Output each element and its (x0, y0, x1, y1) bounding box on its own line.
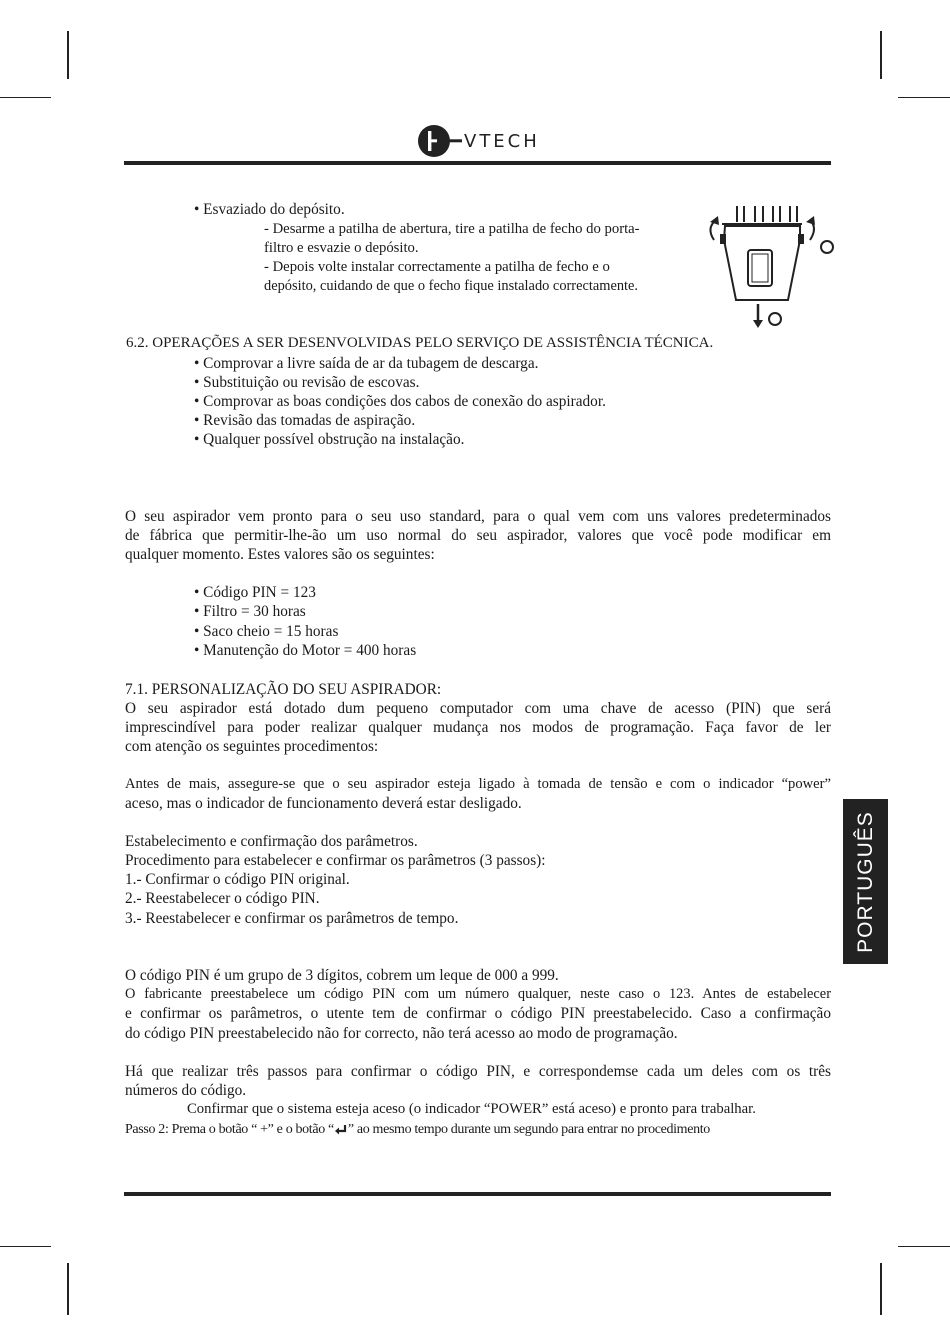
default-value-item: • Manutenção do Motor = 400 horas (194, 642, 417, 659)
logo-mark-icon (418, 124, 462, 158)
list-item: • Revisão das tomadas de aspiração. (194, 412, 416, 429)
paragraph-line: com atenção os seguintes procedimentos: (125, 738, 379, 755)
step-2-text-start: Passo 2: Prema o botão “ +” e o botão “ (125, 1122, 334, 1137)
language-tab (843, 799, 888, 964)
section-heading: 6.2. OPERAÇÕES A SER DESENVOLVIDAS PELO SERVIÇO DE ASSISTÊNCIA TÉCNICA. (126, 335, 714, 351)
bullet-empty-tank: • Esvaziado do depósito. (194, 201, 345, 218)
crop-mark (880, 31, 882, 79)
paragraph-line: aceso, mas o indicador de funcionamento deverá estar desligado. (125, 795, 522, 812)
paragraph-line: O seu aspirador está dotado dum pequeno computador com uma chave de acesso (PIN) que será (125, 700, 831, 717)
list-item: • Comprovar a livre saída de ar da tubagem de descarga. (194, 355, 539, 372)
header-rule (124, 161, 831, 165)
text-line: depósito, cuidando de que o fecho fique instalado correctamente. (264, 278, 639, 294)
default-value-item: • Filtro = 30 horas (194, 603, 306, 620)
step-item: 2.- Reestabelecer o código PIN. (125, 890, 320, 907)
vacuum-tank-illustration (700, 200, 840, 330)
text-line: - Depois volte instalar correctamente a patilha de fecho e o (264, 259, 610, 275)
paragraph-line: Há que realizar três passos para confirmar o código PIN, e correspondemse cada um deles com os três (125, 1063, 831, 1080)
step-item: 1.- Confirmar o código PIN original. (125, 871, 350, 888)
paragraph-line: Estabelecimento e confirmação dos parâmetros. (125, 833, 418, 850)
list-item: • Comprovar as boas condições dos cabos de conexão do aspirador. (194, 393, 606, 410)
step-1-text: Confirmar que o sistema esteja aceso (o indicador “POWER” está aceso) e pronto para trabalhar. (187, 1101, 756, 1117)
step-2-text-end: ” ao mesmo tempo durante um segundo para entrar no procedimento (347, 1122, 710, 1137)
paragraph-line: de fábrica que permitir-lhe-ão um uso normal do seu aspirador, valores que você pode modificar em (125, 527, 831, 544)
crop-mark (67, 31, 69, 79)
paragraph-line: O seu aspirador vem pronto para o seu uso standard, para o qual vem com uns valores predeterminados (125, 508, 831, 525)
crop-mark (880, 1263, 882, 1315)
list-item: • Qualquer possível obstrução na instalação. (194, 431, 465, 448)
paragraph-line: Antes de mais, assegure-se que o seu aspirador esteja ligado à tomada de tensão e com o indicador “power” (125, 776, 831, 792)
paragraph-line: qualquer momento. Estes valores são os seguintes: (125, 546, 435, 563)
crop-mark (0, 97, 51, 98)
brand-logo (418, 124, 540, 158)
step-2-text (125, 1120, 710, 1139)
enter-key-icon (334, 1124, 348, 1136)
section-heading: 7.1. PERSONALIZAÇÃO DO SEU ASPIRADOR: (125, 681, 442, 698)
logo-text: VTECH (464, 130, 540, 152)
paragraph-line: do código PIN preestabelecido não for correcto, não terá acesso ao modo de programação. (125, 1025, 678, 1042)
text-line: - Desarme a patilha de abertura, tire a patilha de fecho do porta- (264, 221, 640, 237)
paragraph-line: O fabricante preestabelece um código PIN com um número qualquer, neste caso o 123. Antes de estabelecer (125, 986, 831, 1002)
step-item: 3.- Reestabelecer e confirmar os parâmetros de tempo. (125, 910, 459, 927)
list-item: • Substituição ou revisão de escovas. (194, 374, 420, 391)
paragraph-line: e confirmar os parâmetros, o utente tem de confirmar o código PIN preestabelecido. Caso a confirmação (125, 1005, 831, 1022)
footer-rule (124, 1192, 831, 1196)
crop-mark (898, 1246, 950, 1247)
paragraph-line: O código PIN é um grupo de 3 dígitos, cobrem um leque de 000 a 999. (125, 967, 559, 984)
crop-mark (67, 1263, 69, 1315)
crop-mark (898, 97, 950, 98)
crop-mark (0, 1246, 51, 1247)
language-tab-label: PORTUGUÊS (853, 810, 877, 953)
default-value-item: • Código PIN = 123 (194, 584, 316, 601)
paragraph-line: números do código. (125, 1082, 247, 1099)
paragraph-line: Procedimento para estabelecer e confirmar os parâmetros (3 passos): (125, 852, 546, 869)
paragraph-line: imprescindível para poder realizar qualquer mudança nos modos de programação. Faça favor de ler (125, 719, 831, 736)
text-line: filtro e esvazie o depósito. (264, 240, 419, 256)
default-value-item: • Saco cheio = 15 horas (194, 623, 339, 640)
